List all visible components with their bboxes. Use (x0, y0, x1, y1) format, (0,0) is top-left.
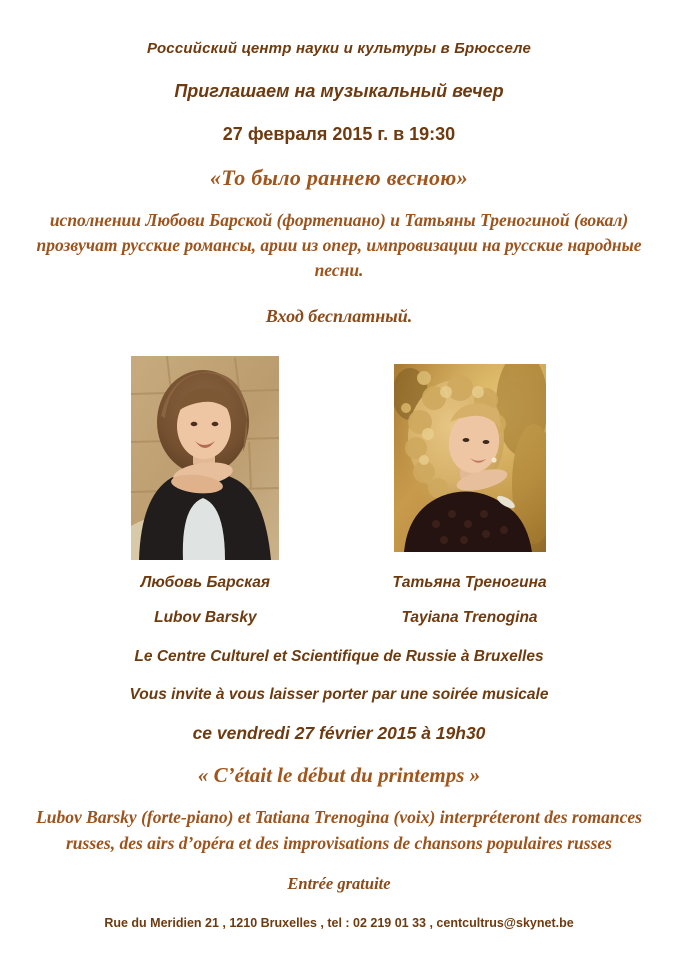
venue-address-contact: Rue du Meridien 21 , 1210 Bruxelles , tel : 02 219 01 33 , centcultrus@skynet.be (104, 916, 574, 930)
performer-right-column (392, 356, 546, 627)
organizer-title-french: Le Centre Culturel et Scientifique de Russie à Bruxelles (134, 648, 544, 665)
performer-name-russian: Любовь Барская (140, 574, 271, 591)
program-description-french: Lubov Barsky (forte-piano) et Tatiana Trenogina (voix) interpréteront des romances russes, des airs d’opéra et des improvisations de chansons populaires russes (36, 807, 642, 853)
performer-name-latin: Tayiana Trenogina (401, 609, 538, 626)
program-description-russian: исполнении Любови Барской (фортепиано) и Татьяны Треногиной (вокал) прозвучат русские романсы, арии из опер, импровизации на русские народные песни. (36, 210, 642, 280)
event-date-russian: 27 февраля 2015 г. в 19:30 (222, 124, 456, 144)
organizer-title: Российский центр науки и культуры в Брюсселе (146, 40, 532, 57)
event-date-french: ce vendredi 27 février 2015 à 19h30 (192, 723, 486, 743)
concert-title-french: « C’était le début du printemps » (197, 763, 481, 787)
performers-photos (131, 356, 546, 627)
photo-tayiana-trenogina-image (394, 364, 546, 552)
performer-name-russian: Татьяна Треногина (392, 574, 547, 591)
free-entry-french: Entrée gratuite (287, 874, 391, 893)
performer-left-column (131, 356, 279, 627)
photo-lubov-barsky (131, 356, 279, 560)
performer-name-latin: Lubov Barsky (154, 609, 257, 626)
photo-tayiana-trenogina (394, 356, 546, 560)
invitation-line-french: Vous invite à vous laisser porter par une soirée musicale (129, 686, 549, 703)
free-entry-russian: Вход бесплатный. (265, 306, 413, 326)
photo-lubov-barsky-image (131, 356, 279, 560)
concert-title-russian: «То было раннею весною» (210, 165, 468, 190)
invitation-line: Приглашаем на музыкальный вечер (174, 81, 504, 101)
